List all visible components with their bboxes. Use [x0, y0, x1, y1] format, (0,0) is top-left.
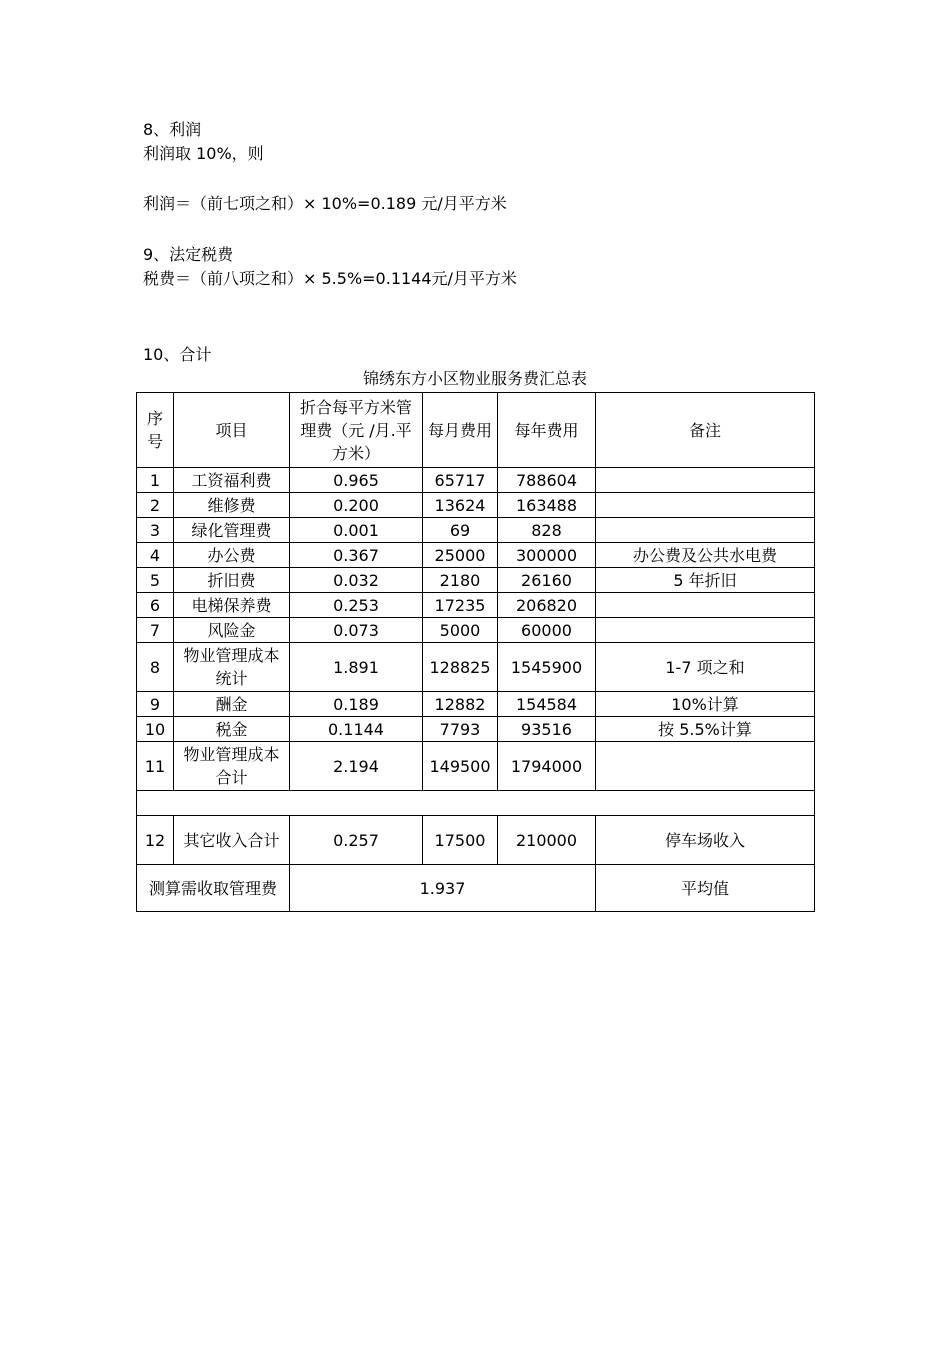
- header-monthly: 每月费用: [423, 393, 498, 468]
- table-caption: 锦绣东方小区物业服务费汇总表: [362, 369, 587, 388]
- table-row: [137, 543, 815, 568]
- header-note: 备注: [596, 393, 815, 468]
- cell-note: [596, 593, 815, 618]
- cell-yearly: 210000: [498, 816, 596, 865]
- header-yearly: 每年费用: [498, 393, 596, 468]
- cell-item: 风险金: [174, 618, 290, 643]
- cell-per-sqm: 1.891: [290, 643, 423, 692]
- cell-per-sqm: 0.200: [290, 493, 423, 518]
- cell-item: 酬金: [174, 692, 290, 717]
- cell-per-sqm: 0.189: [290, 692, 423, 717]
- cell-note: [596, 742, 815, 791]
- cell-note: 按 5.5%计算: [596, 717, 815, 742]
- cell-yearly: 206820: [498, 593, 596, 618]
- cell-yearly: 154584: [498, 692, 596, 717]
- cell-monthly: 69: [423, 518, 498, 543]
- cell-yearly: 828: [498, 518, 596, 543]
- cell-monthly: 13624: [423, 493, 498, 518]
- cell-monthly: 12882: [423, 692, 498, 717]
- cell-yearly: 60000: [498, 618, 596, 643]
- cell-note: 10%计算: [596, 692, 815, 717]
- table-header-row: [137, 393, 815, 468]
- spacer-cell: [137, 791, 815, 816]
- cell-per-sqm: 0.032: [290, 568, 423, 593]
- cell-no: 1: [137, 468, 174, 493]
- section-8-profit-rate: 利润取 10%，则: [143, 144, 264, 163]
- cell-note: [596, 493, 815, 518]
- table-row: [137, 618, 815, 643]
- table-row: [137, 643, 815, 692]
- cell-no: 9: [137, 692, 174, 717]
- fee-summary-table: [136, 392, 815, 912]
- header-no: 序号: [137, 393, 174, 468]
- cell-monthly: 149500: [423, 742, 498, 791]
- cell-per-sqm: 0.965: [290, 468, 423, 493]
- cell-no: 6: [137, 593, 174, 618]
- cell-monthly: 65717: [423, 468, 498, 493]
- cell-note: 办公费及公共水电费: [596, 543, 815, 568]
- section-10-heading: 10、合计: [143, 345, 212, 364]
- cell-monthly: 17235: [423, 593, 498, 618]
- cell-item: 电梯保养费: [174, 593, 290, 618]
- cell-no: 10: [137, 717, 174, 742]
- total-value: 1.937: [290, 865, 596, 912]
- cell-yearly: 163488: [498, 493, 596, 518]
- cell-note: 停车场收入: [596, 816, 815, 865]
- cell-item: 物业管理成本统计: [174, 643, 290, 692]
- cell-yearly: 300000: [498, 543, 596, 568]
- cell-per-sqm: 0.253: [290, 593, 423, 618]
- cell-note: [596, 468, 815, 493]
- cell-no: 5: [137, 568, 174, 593]
- section-8-profit-formula: 利润＝（前七项之和）× 10%=0.189 元/月平方米: [143, 194, 507, 213]
- cell-note: 1-7 项之和: [596, 643, 815, 692]
- cell-no: 11: [137, 742, 174, 791]
- cell-per-sqm: 0.367: [290, 543, 423, 568]
- cell-per-sqm: 0.257: [290, 816, 423, 865]
- cell-item: 绿化管理费: [174, 518, 290, 543]
- cell-item: 税金: [174, 717, 290, 742]
- cell-no: 7: [137, 618, 174, 643]
- cell-monthly: 17500: [423, 816, 498, 865]
- cell-yearly: 93516: [498, 717, 596, 742]
- cell-per-sqm: 0.001: [290, 518, 423, 543]
- cell-no: 3: [137, 518, 174, 543]
- cell-no: 12: [137, 816, 174, 865]
- cell-no: 2: [137, 493, 174, 518]
- cell-monthly: 128825: [423, 643, 498, 692]
- cell-yearly: 26160: [498, 568, 596, 593]
- table-row: [137, 468, 815, 493]
- cell-item: 工资福利费: [174, 468, 290, 493]
- cell-yearly: 788604: [498, 468, 596, 493]
- table-row: [137, 692, 815, 717]
- cell-yearly: 1794000: [498, 742, 596, 791]
- total-note: 平均值: [596, 865, 815, 912]
- cell-per-sqm: 2.194: [290, 742, 423, 791]
- table-row: [137, 816, 815, 865]
- header-item: 项目: [174, 393, 290, 468]
- table-row: [137, 593, 815, 618]
- cell-item: 折旧费: [174, 568, 290, 593]
- table-row: [137, 493, 815, 518]
- section-8-heading: 8、利润: [143, 120, 202, 139]
- cell-no: 8: [137, 643, 174, 692]
- table-row: [137, 717, 815, 742]
- cell-no: 4: [137, 543, 174, 568]
- cell-monthly: 5000: [423, 618, 498, 643]
- cell-note: 5 年折旧: [596, 568, 815, 593]
- table-spacer-row: [137, 791, 815, 816]
- cell-per-sqm: 0.073: [290, 618, 423, 643]
- cell-monthly: 7793: [423, 717, 498, 742]
- header-per-sqm: 折合每平方米管理费（元 /月.平方米）: [290, 393, 423, 468]
- cell-item: 其它收入合计: [174, 816, 290, 865]
- cell-note: [596, 518, 815, 543]
- table-row: [137, 518, 815, 543]
- table-row: [137, 742, 815, 791]
- cell-item: 维修费: [174, 493, 290, 518]
- cell-yearly: 1545900: [498, 643, 596, 692]
- cell-per-sqm: 0.1144: [290, 717, 423, 742]
- cell-item: 办公费: [174, 543, 290, 568]
- section-9-tax-formula: 税费＝（前八项之和）× 5.5%=0.1144元/月平方米: [143, 269, 517, 288]
- table-total-row: [137, 865, 815, 912]
- cell-monthly: 25000: [423, 543, 498, 568]
- cell-monthly: 2180: [423, 568, 498, 593]
- cell-note: [596, 618, 815, 643]
- total-label: 测算需收取管理费: [137, 865, 290, 912]
- table-row: [137, 568, 815, 593]
- section-9-heading: 9、法定税费: [143, 245, 234, 264]
- cell-item: 物业管理成本合计: [174, 742, 290, 791]
